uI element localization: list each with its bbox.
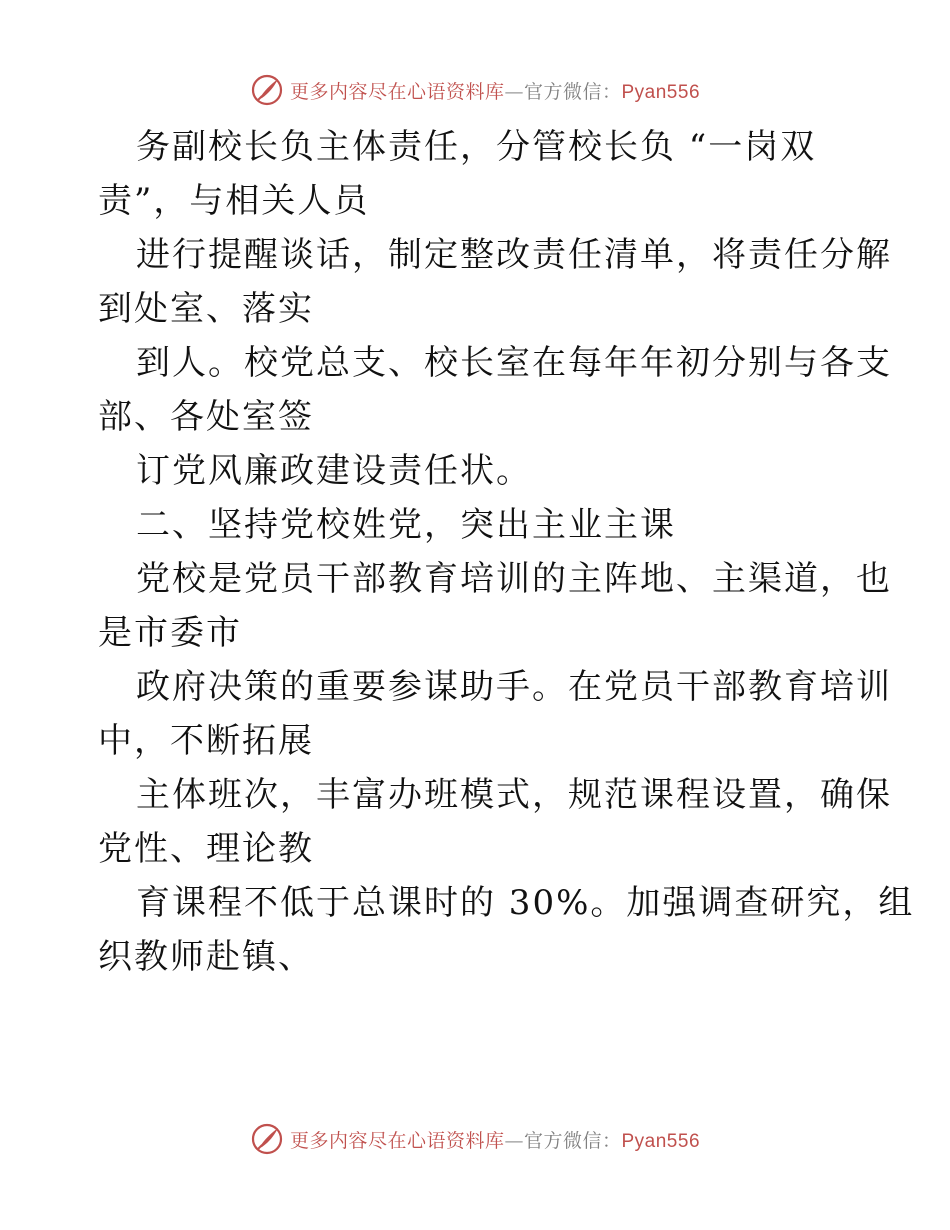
document-body (98, 120, 915, 984)
paragraph-line: 进行提醒谈话，制定整改责任清单，将责任分解 (136, 235, 892, 275)
paragraph-line: 责”，与相关人员 (98, 181, 370, 221)
paragraph-line: 政府决策的重要参谋助手。在党员干部教育培训 (136, 667, 892, 707)
footer-watermark-banner (0, 1117, 950, 1161)
header-watermark-banner (0, 68, 950, 112)
feather-pen-logo-icon (250, 1122, 284, 1156)
paragraph-line: 党性、理论教 (98, 829, 314, 869)
footer-watermark-text: 更多内容尽在心语资料库—官方微信：Pyan556 (289, 1129, 701, 1152)
paragraph-line: 主体班次，丰富办班模式，规范课程设置，确保 (136, 775, 892, 815)
paragraph-line: 育课程不低于总课时的 30%。加强调查研究，组 (136, 883, 915, 923)
paragraph-line: 是市委市 (98, 613, 242, 653)
paragraph-line: 中，不断拓展 (98, 721, 314, 761)
paragraph-line: 订党风廉政建设责任状。 (136, 451, 532, 491)
paragraph-line: 部、各处室签 (98, 397, 314, 437)
paragraph-line: 党校是党员干部教育培训的主阵地、主渠道，也 (136, 559, 892, 599)
header-watermark-text: 更多内容尽在心语资料库—官方微信：Pyan556 (289, 80, 701, 103)
paragraph-line: 到处室、落实 (98, 289, 314, 329)
paragraph-line: 务副校长负主体责任，分管校长负 “一岗双 (136, 127, 817, 167)
paragraph-line: 到人。校党总支、校长室在每年年初分别与各支 (136, 343, 892, 383)
feather-pen-logo-icon (250, 73, 284, 107)
section-heading: 二、坚持党校姓党，突出主业主课 (136, 505, 676, 545)
paragraph-line: 织教师赴镇、 (98, 937, 314, 977)
